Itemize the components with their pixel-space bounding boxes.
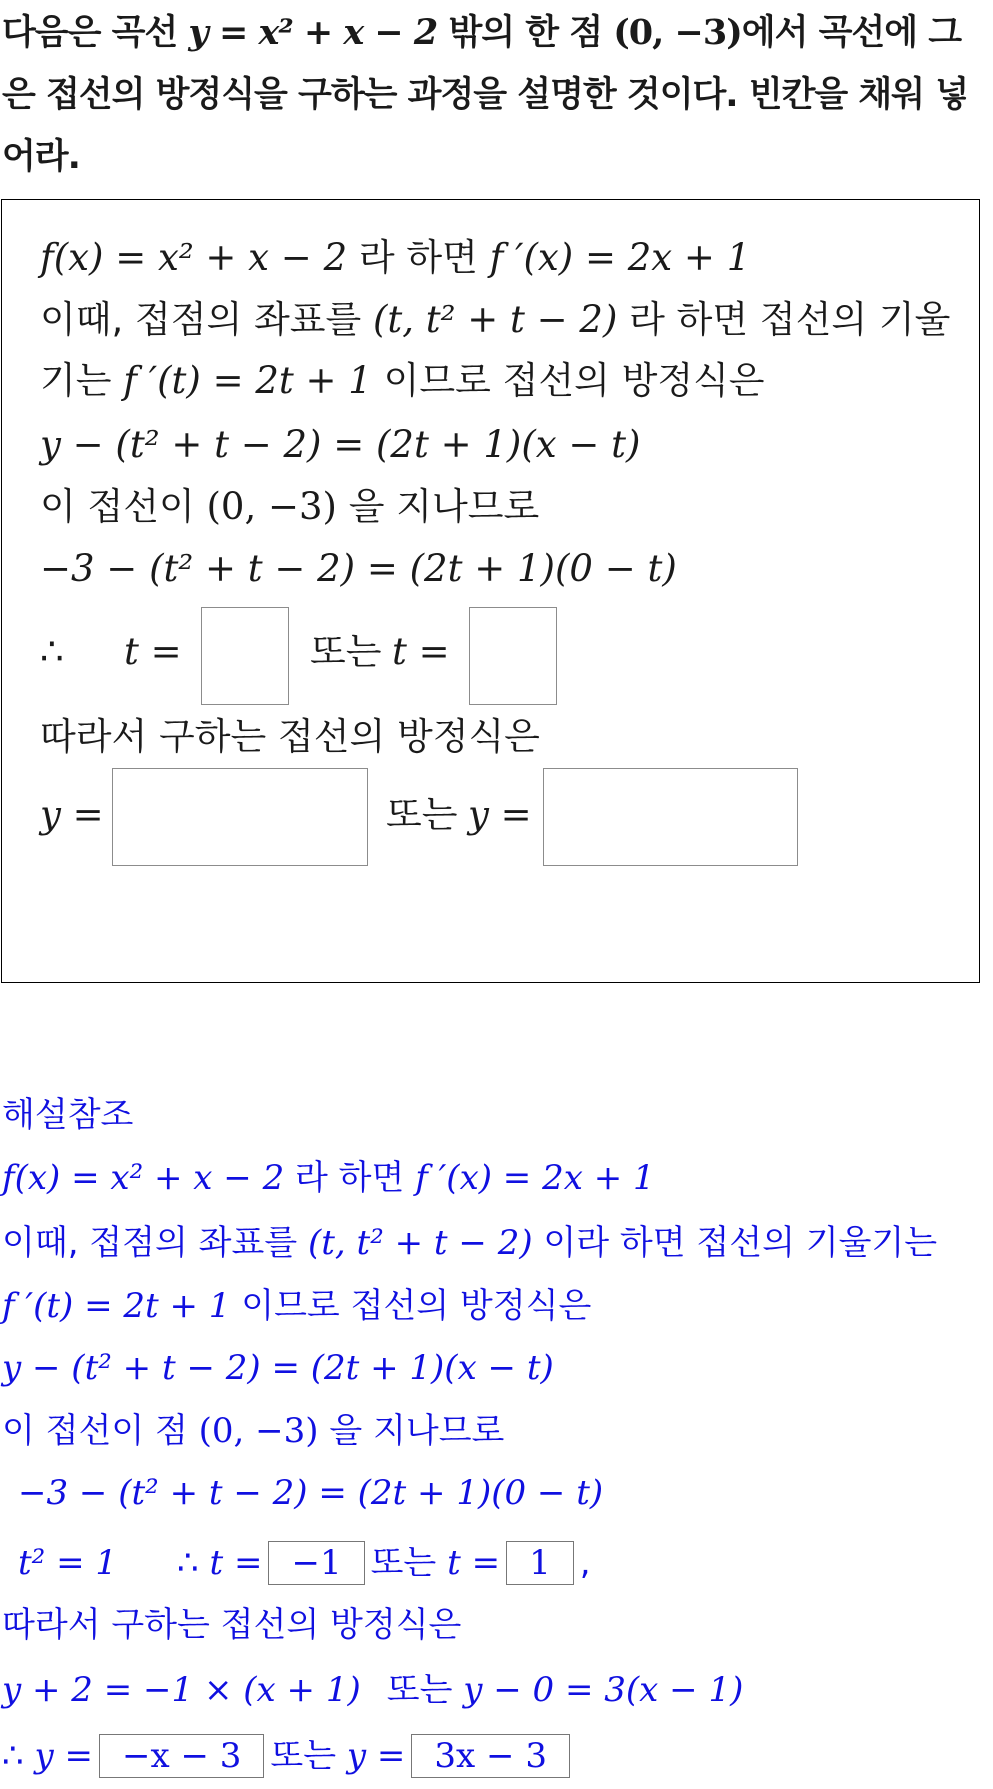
text: 라 하면 bbox=[347, 236, 490, 279]
text: 라 하면 bbox=[284, 1158, 416, 1198]
text: 이므로 접선의 방정식은 bbox=[371, 359, 765, 402]
text: 이 접선이 bbox=[40, 485, 207, 528]
solution-function: f(x) = x² + x − 2 bbox=[2, 1158, 285, 1198]
or-label-2: 또는 bbox=[386, 793, 458, 836]
or-text: 또는 bbox=[370, 1543, 437, 1583]
solution-tangent-point: (t, t² + t − 2) bbox=[307, 1223, 533, 1263]
y-equals-2: y = bbox=[346, 1736, 406, 1776]
t-equals-2: t = bbox=[447, 1543, 501, 1583]
text: 이때, 접점의 좌표를 bbox=[2, 1223, 308, 1263]
solution-line-9 bbox=[2, 1665, 743, 1715]
solution-line-4 bbox=[2, 1343, 554, 1393]
substituted-equation: −3 − (t² + t − 2) = (2t + 1)(0 − t) bbox=[40, 547, 677, 590]
text: 라 하면 접선의 기울 bbox=[617, 298, 951, 341]
or-label: 또는 bbox=[310, 630, 382, 673]
y-equals-label-2: y = bbox=[468, 793, 532, 836]
solution-derivative: f ′(x) = 2x + 1 bbox=[415, 1158, 655, 1198]
solution-point: (0, −3) bbox=[198, 1411, 319, 1451]
t-answer-2: 1 bbox=[506, 1541, 574, 1585]
solution-line-2 bbox=[2, 1218, 937, 1268]
y-answer-1: −x − 3 bbox=[99, 1734, 264, 1778]
solution-slope: f ′(t) = 2t + 1 bbox=[2, 1286, 231, 1326]
comma: , bbox=[579, 1543, 591, 1583]
solution-line-3 bbox=[2, 1281, 591, 1331]
solution-line-7 bbox=[18, 1538, 591, 1588]
t-answer-blank-2[interactable] bbox=[469, 607, 557, 705]
text: 을 지나므로 bbox=[318, 1411, 505, 1451]
y-answer-blank-2[interactable] bbox=[543, 768, 798, 866]
problem-line-6 bbox=[40, 544, 677, 594]
t-answer-1: −1 bbox=[268, 1541, 364, 1585]
t-equals-label-2: t = bbox=[392, 630, 450, 673]
solution-line-6 bbox=[18, 1468, 603, 1518]
problem-line-5 bbox=[40, 482, 539, 532]
solution-heading: 해설참조 bbox=[2, 1095, 134, 1135]
text: 을 지나므로 bbox=[336, 485, 540, 528]
point-ref: (0, −3) bbox=[206, 485, 337, 528]
solution-line-5 bbox=[2, 1406, 504, 1456]
derivative-definition: f ′(x) = 2x + 1 bbox=[489, 236, 751, 279]
solution-tangent-equation: y − (t² + t − 2) = (2t + 1)(x − t) bbox=[2, 1348, 554, 1388]
t-answer-blank-1[interactable] bbox=[201, 607, 289, 705]
t-equals-label: t = bbox=[124, 630, 182, 673]
text: 이라 하면 접선의 기울기는 bbox=[532, 1223, 938, 1263]
y-answer-2: 3x − 3 bbox=[411, 1734, 570, 1778]
t-squared-eq: t² = 1 bbox=[18, 1543, 118, 1583]
question-suffix: 에서 곡선에 그은 접선의 방정식을 구하는 과정을 설명한 것이다. 빈칸을 채워 넣어라. bbox=[2, 13, 969, 177]
text: 이므로 접선의 방정식은 bbox=[230, 1286, 592, 1326]
problem-line-4 bbox=[40, 420, 640, 470]
external-point: (0, −3) bbox=[613, 12, 742, 53]
tangent-point: (t, t² + t − 2) bbox=[372, 298, 618, 341]
therefore-symbol: ∴ bbox=[177, 1543, 199, 1583]
y-equals-label: y = bbox=[40, 793, 104, 836]
solution-line-1 bbox=[2, 1153, 655, 1203]
solution-line-10 bbox=[2, 1731, 576, 1781]
problem-line-2 bbox=[40, 295, 950, 345]
question-mid: 밖의 한 점 bbox=[437, 13, 614, 53]
question-text bbox=[2, 2, 987, 188]
therefore-symbol: ∴ bbox=[40, 630, 64, 673]
tangent-line-2: y − 0 = 3(x − 1) bbox=[463, 1670, 744, 1710]
therefore-symbol: ∴ bbox=[2, 1736, 24, 1776]
or-text: 또는 bbox=[270, 1736, 337, 1776]
problem-line-3 bbox=[40, 356, 765, 406]
or-text: 또는 bbox=[386, 1670, 453, 1710]
problem-box bbox=[1, 199, 980, 983]
slope-expression: f ′(t) = 2t + 1 bbox=[123, 359, 372, 402]
curve-equation: y = x² + x − 2 bbox=[188, 12, 438, 53]
text: 이 접선이 점 bbox=[2, 1411, 199, 1451]
question-prefix: 다음은 곡선 bbox=[2, 13, 189, 53]
conclusion-text: 따라서 구하는 접선의 방정식은 bbox=[40, 715, 540, 758]
text: 이때, 접점의 좌표를 bbox=[40, 298, 373, 341]
tangent-line-1: y + 2 = −1 × (x + 1) bbox=[2, 1670, 361, 1710]
function-definition: f(x) = x² + x − 2 bbox=[40, 236, 348, 279]
y-equals: y = bbox=[34, 1736, 93, 1776]
tangent-equation: y − (t² + t − 2) = (2t + 1)(x − t) bbox=[40, 423, 641, 466]
t-equals: t = bbox=[209, 1543, 263, 1583]
solution-substituted: −3 − (t² + t − 2) = (2t + 1)(0 − t) bbox=[18, 1473, 604, 1513]
text: 기는 bbox=[40, 359, 124, 402]
solution-conclusion: 따라서 구하는 접선의 방정식은 bbox=[2, 1605, 462, 1645]
problem-line-1 bbox=[40, 233, 750, 283]
y-answer-blank-1[interactable] bbox=[112, 768, 368, 866]
